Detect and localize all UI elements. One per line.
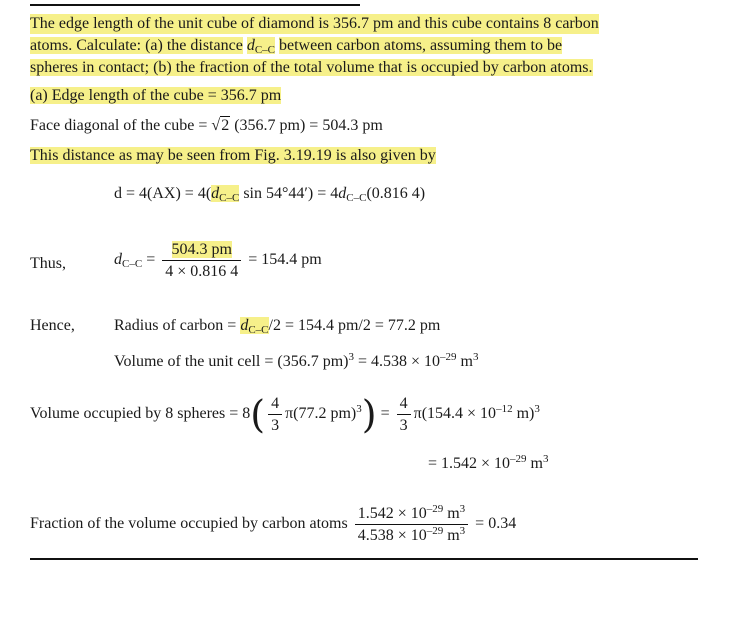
thus-label: Thus, bbox=[30, 255, 66, 272]
thus-fraction: $\frac{504.3 pm}{4 \times 0.816 4}$ bbox=[162, 240, 241, 281]
radius-line: Radius of carbon = $d_{C-C}/2 = 154.4$ pm/2 = 77.2 pm bbox=[114, 317, 441, 336]
thus-result: = 154.4 pm bbox=[248, 251, 322, 269]
hence-label: Hence, bbox=[30, 317, 75, 334]
problem-text: The edge length of the unit cube of diamond is 356.7 pm and this cube contains 8 carbon bbox=[30, 15, 599, 32]
thus-equation: $d_{C-C}$ = $\frac{504.3 pm}{4 \times 0.816 4}$ = 154.4 pm bbox=[114, 241, 322, 280]
top-rule bbox=[30, 4, 360, 6]
fraction-line: Fraction of the volume occupied by carbon atoms $\frac{1.542 \times 10^{-29} m^3}{4.538 \times 10^{-29} m^3}$ = 0.34 bbox=[30, 503, 517, 544]
face-diagonal-line bbox=[30, 116, 383, 136]
face-diagonal-label: Face diagonal of the cube = bbox=[30, 117, 212, 134]
problem-text: spheres in contact; (b) the fraction of the total volume that is occupied by carbon atoms. bbox=[30, 59, 593, 76]
spheres-volume-result: = $1.542 \times 10^{-29}$ $m^3$ bbox=[428, 453, 549, 472]
fraction-expression: $\frac{1.542 \times 10^{-29} m^3}{4.538 \times 10^{-29} m^3}$ bbox=[355, 504, 468, 545]
sqrt-symbol: √2 bbox=[211, 117, 230, 134]
bottom-rule bbox=[30, 558, 698, 560]
face-diagonal-value: (356.7 pm) = 504.3 pm bbox=[230, 117, 383, 134]
distance-text: This distance as may be seen from Fig. 3.19.19 is also given by bbox=[30, 147, 436, 164]
problem-text: atoms. Calculate: (a) the distance bbox=[30, 37, 243, 54]
edge-length-text: (a) Edge length of the cube = 356.7 pm bbox=[30, 87, 282, 104]
unit-cell-volume-line: Volume of the unit cell = (356.7 $pm)^3 = 4.538 \times 10^{-29}$ $m^3$ bbox=[114, 351, 479, 370]
problem-text: between carbon atoms, assuming them to be bbox=[279, 37, 563, 54]
problem-line-1 bbox=[30, 14, 599, 34]
distance-line bbox=[30, 146, 436, 166]
equation-d: $d = 4(AX) = 4(d_{C-C}$ $\sin 54^\circ 44') = 4d_{C-C}(0.816$ 4) bbox=[114, 185, 426, 204]
symbol-d: d bbox=[246, 37, 255, 54]
problem-line-2 bbox=[30, 36, 562, 56]
fraction-result: = 0.34 bbox=[475, 515, 517, 533]
edge-length-line bbox=[30, 86, 281, 106]
subscript-cc: C–C bbox=[254, 44, 275, 56]
problem-line-3 bbox=[30, 58, 593, 78]
spheres-volume-line: Volume occupied by 8 spheres = 8( $\frac{4}{3}$ π(77.2 pm)$^3$) = $\frac{4}{3}$ $\pi(154.4 \times 10^{-12}$ m)$^3$ bbox=[30, 392, 540, 437]
